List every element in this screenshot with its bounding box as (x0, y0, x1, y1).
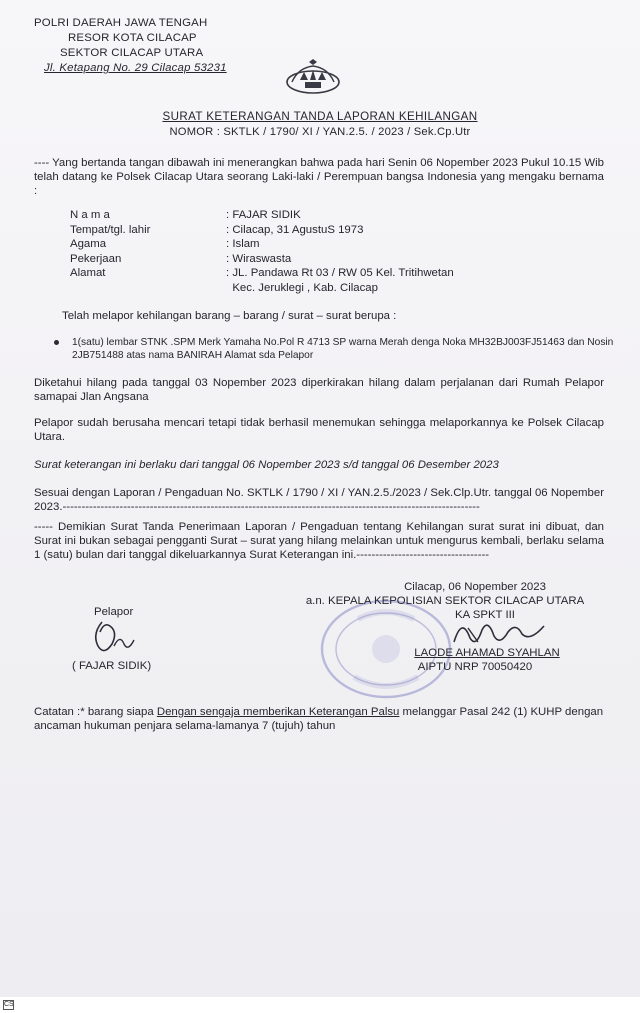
place-date: Cilacap, 06 Nopember 2023 (404, 581, 546, 593)
identity-row (70, 281, 454, 296)
identity-table (70, 208, 454, 295)
identity-value: Kec. Jeruklegi , Kab. Cilacap (226, 281, 378, 294)
letterhead-address: Jl. Ketapang No. 29 Cilacap 53231 (44, 62, 227, 74)
reporter-name: ( FAJAR SIDIK) (72, 660, 152, 672)
identity-row (70, 208, 454, 223)
signature-icon (448, 612, 548, 652)
bullet-icon (54, 340, 59, 345)
reference-paragraph: Sesuai dengan Laporan / Pengaduan No. SKTLK / 1790 / XI / YAN.2.5./2023 / Sek.Clp.Utr. tanggal 06 Nopember 2023.-------------------------------------------------------------------------------------------------------------- (34, 487, 604, 513)
identity-row (70, 266, 454, 281)
signature-icon (88, 616, 144, 658)
lost-item-text: 1(satu) lembar STNK .SPM Merk Yamaha No.Pol R 4713 SP warna Merah denga Noka MH32BJ003FJ51463 dan Nosin 2JB751488 atas nama BANIRAH Alamat sda Pelapor (72, 337, 614, 361)
note-suffix: melanggar Pasal 242 (1) KUHP dengan ancaman hukuman penjara selama-lamanya 7 (tujuh) tahun (34, 706, 604, 732)
identity-row (70, 252, 454, 267)
scan-footer (0, 997, 640, 1013)
identity-value: : Islam (226, 238, 260, 250)
on-behalf: a.n. KEPALA KEPOLISIAN SEKTOR CILACAP UTARA (305, 595, 585, 607)
identity-row (70, 223, 454, 238)
identity-row (70, 237, 454, 252)
identity-value: : Wiraswasta (226, 252, 292, 265)
document-title (0, 110, 640, 138)
identity-value: : FAJAR SIDIK (226, 209, 301, 221)
effort-paragraph: Pelapor sudah berusaha mencari tetapi tidak berhasil menemukan sehingga melaporkannya ke Polsek Cilacap Utara. (34, 417, 604, 443)
title-number: NOMOR : SKTLK / 1790/ XI / YAN.2.5. / 2023 / Sek.Cp.Utr (169, 126, 471, 138)
known-lost-paragraph: Diketahui hilang pada tanggal 03 Nopember 2023 diperkirakan hilang dalam perjalanan dari Rumah Pelapor samapai Jlan Angsana (34, 377, 604, 403)
identity-label: N a m a (70, 209, 110, 221)
officer-name: LAODE AHAMAD SYAHLAN (414, 647, 560, 659)
letterhead (34, 16, 227, 76)
identity-value: : Cilacap, 31 AgustuS 1973 (226, 223, 364, 236)
legal-note (34, 705, 624, 733)
lost-item (54, 336, 614, 362)
identity-label (70, 281, 226, 296)
title-main: SURAT KETERANGAN TANDA LAPORAN KEHILANGAN (162, 110, 478, 123)
identity-label: Tempat/tgl. lahir (70, 223, 151, 236)
police-emblem-icon (278, 58, 348, 98)
officer-position: KA SPKT III (455, 609, 515, 621)
note-underlined: Dengan sengaja memberikan Keterangan Palsu (156, 706, 400, 718)
letterhead-line-2: RESOR KOTA CILACAP (68, 32, 197, 44)
closing-paragraph: ----- Demikian Surat Tanda Penerimaan Laporan / Pengaduan tentang Kehilangan surat surat ini dibuat, dan Surat ini bukan sebagai pengganti Surat – surat yang hilang melainkan untuk mengurus kembali, berlaku selama 1 (satu) bulan dari tanggal dikeluarkannya Surat Keterangan ini.----------------------------------- (34, 521, 604, 561)
report-intro: Telah melapor kehilangan barang – barang / surat – surat berupa : (62, 310, 397, 322)
officer-rank: AIPTU NRP 70050420 (417, 661, 533, 673)
letterhead-line-1: POLRI DAERAH JAWA TENGAH (34, 17, 208, 29)
camscanner-logo-icon: CS (4, 1001, 14, 1008)
validity-paragraph: Surat keterangan ini berlaku dari tanggal 06 Nopember 2023 s/d tanggal 06 Desember 2023 (34, 459, 499, 471)
identity-label: Agama (70, 238, 107, 250)
note-prefix: Catatan :* barang siapa (34, 706, 157, 718)
intro-paragraph: ---- Yang bertanda tangan dibawah ini menerangkan bahwa pada hari Senin 06 Nopember 2023 Pukul 10.15 Wib telah datang ke Polsek Cilacap Utara seorang Laki-laki / Perempuan bangsa Indonesia yang mengaku bernama : (34, 157, 604, 197)
letterhead-line-3: SEKTOR CILACAP UTARA (60, 47, 204, 59)
identity-label: Pekerjaan (70, 252, 122, 265)
identity-value: : JL. Pandawa Rt 03 / RW 05 Kel. Tritihwetan (226, 267, 454, 279)
officer-signature-block (280, 580, 610, 674)
identity-label: Alamat (70, 267, 106, 279)
reporter-label: Pelapor (94, 606, 134, 618)
